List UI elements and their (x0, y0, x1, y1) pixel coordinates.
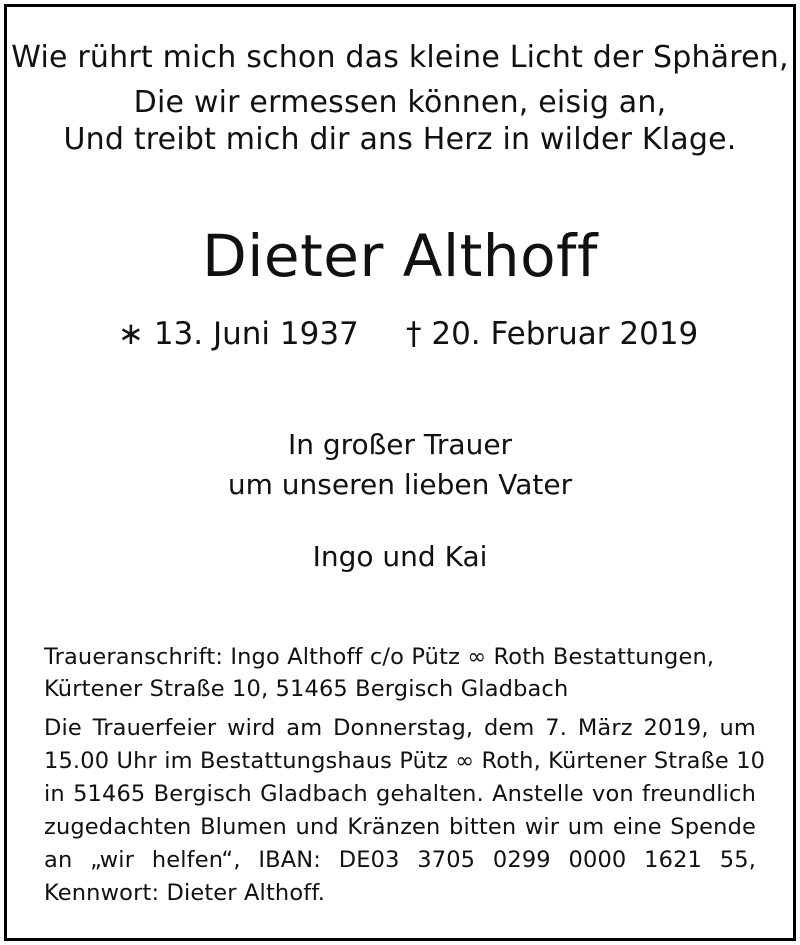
ceremony-line-6: Kennwort: Dieter Althoff. (44, 880, 326, 906)
poem-line-3: Und treibt mich dir ans Herz in wilder Klage. (63, 122, 737, 157)
death-date: † 20. Februar 2019 (406, 316, 699, 352)
address-line-1: Traueranschrift: Ingo Althoff c/o Pütz ∞ Roth Bestattungen, (44, 644, 715, 670)
mourning-line-1: In großer Trauer (287, 428, 513, 461)
mourning-line-2: um unseren lieben Vater (227, 468, 573, 501)
ceremony-line-3: in 51465 Bergisch Gladbach gehalten. Anstelle von freundlich (44, 781, 756, 807)
birth-date: ∗ 13. Juni 1937 (118, 316, 359, 352)
deceased-name: Dieter Althoff (202, 222, 598, 290)
ceremony-line-5: an „wir helfen“, IBAN: DE03 3705 0299 0000 1621 55, (44, 847, 756, 873)
poem-line-1: Wie rührt mich schon das kleine Licht der Sphären, (11, 40, 789, 75)
address-line-2: Kürtener Straße 10, 51465 Bergisch Gladbach (44, 676, 569, 702)
ceremony-line-1: Die Trauerfeier wird am Donnerstag, dem 7. März 2019, um (44, 715, 756, 741)
ceremony-line-2: 15.00 Uhr im Bestattungshaus Pütz ∞ Roth, Kürtener Straße 10 (44, 748, 766, 774)
ceremony-line-4: zugedachten Blumen und Kränzen bitten wir um eine Spende (44, 814, 756, 840)
poem-line-2: Die wir ermessen können, eisig an, (133, 85, 667, 120)
signers: Ingo und Kai (312, 540, 488, 573)
